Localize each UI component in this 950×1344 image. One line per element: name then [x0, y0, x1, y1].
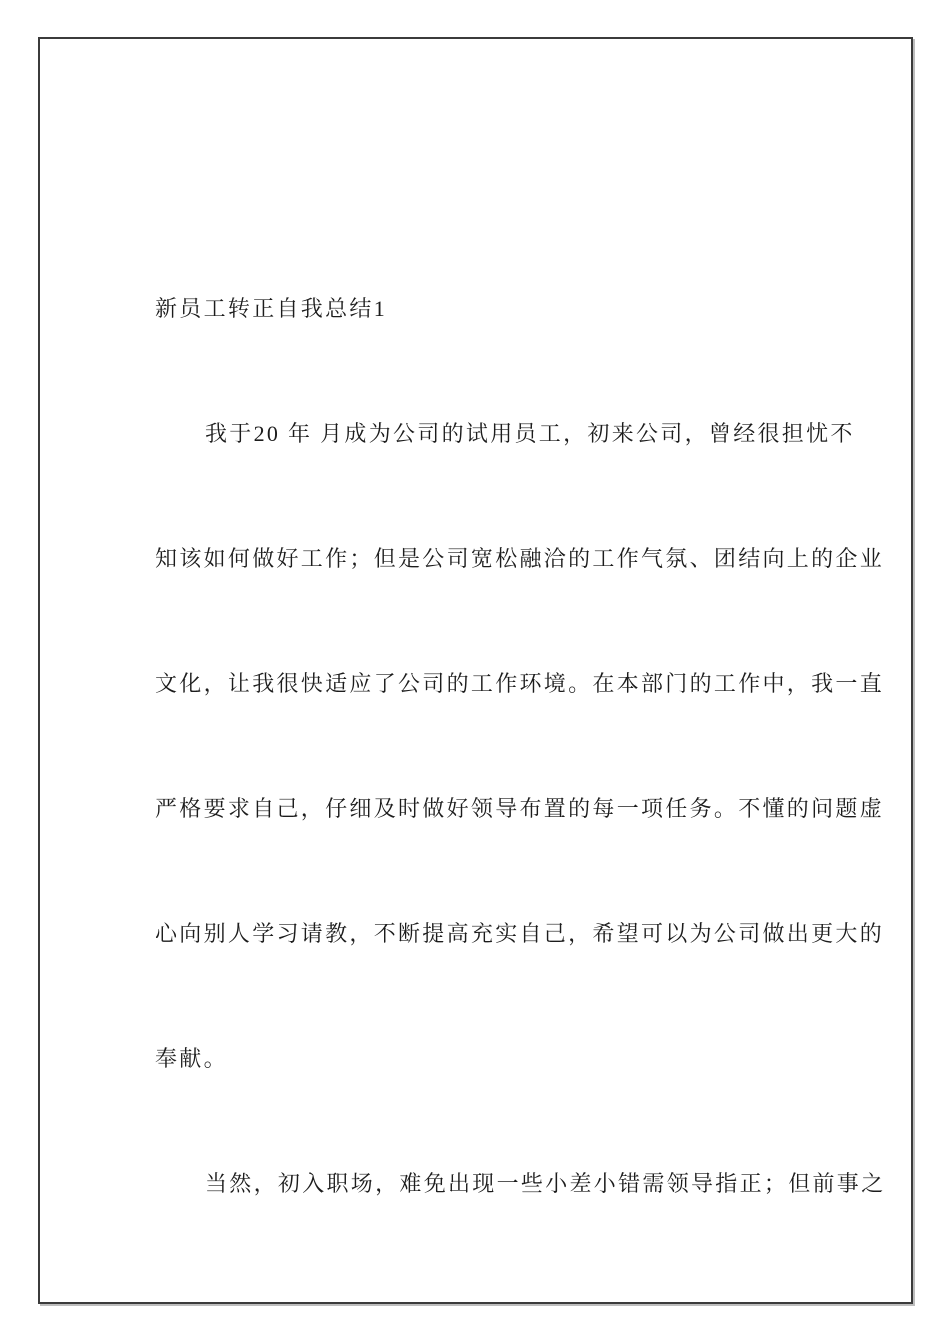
document-line: 严格要求自己，仔细及时做好领导布置的每一项任务。不懂的问题虚 [155, 796, 885, 821]
document-line: 我于20 年 月成为公司的试用员工，初来公司，曾经很担忧不 [205, 421, 855, 446]
document-heading: 新员工转正自我总结1 [155, 296, 388, 321]
document-line: 当然，初入职场，难免出现一些小差小错需领导指正；但前事之 [205, 1171, 886, 1196]
document-line: 文化，让我很快适应了公司的工作环境。在本部门的工作中，我一直 [155, 671, 885, 696]
document-line: 知该如何做好工作；但是公司宽松融洽的工作气氛、团结向上的企业 [155, 546, 885, 571]
document-line: 心向别人学习请教，不断提高充实自己，希望可以为公司做出更大的 [155, 921, 885, 946]
page-border [38, 37, 913, 1304]
document-body [155, 246, 888, 1246]
document-line: 奉献。 [155, 1046, 228, 1071]
